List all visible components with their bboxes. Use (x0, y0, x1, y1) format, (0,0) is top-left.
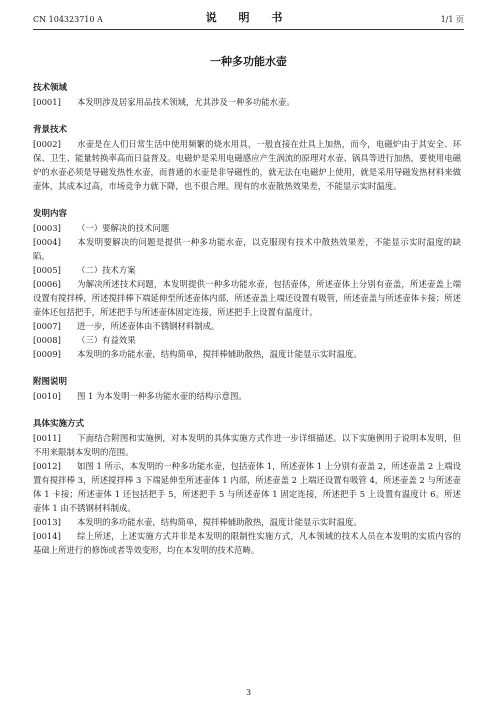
paragraph-text: 本发明的多功能水壶，结构简单，搅拌棒辅助散热，温度计能显示实时温度。 (77, 349, 362, 359)
section-background (33, 123, 461, 193)
page-header (33, 10, 464, 30)
paragraph-text: 为解决所述技术问题，本发明提供一种多功能水壶，包括壶体，所述壶体上分别有壶盖，所述壶盖上端设置有搅拌棒，所述搅拌棒下端延伸至所述壶体内部，所述壶盖上端还设置有吸管，所述壶盖与所述壶体卡接；所述壶体还包括把手，所述把手与所述壶体固定连接，所述把手上设置有温度计。 (33, 279, 461, 317)
paragraph (33, 515, 461, 529)
section-heading: 技术领域 (33, 83, 68, 93)
paragraph (33, 95, 461, 109)
paragraph-number: [0007] (33, 321, 61, 331)
document-body (33, 81, 461, 557)
section-summary (33, 207, 461, 361)
paragraph (33, 431, 461, 459)
section-tech-field (33, 81, 461, 109)
paragraph (33, 235, 461, 263)
paragraph (33, 529, 461, 557)
paragraph-number: [0004] (33, 237, 61, 247)
paragraph-text: 本发明要解决的问题是提供一种多功能水壶，以克服现有技术中散热效果差，不能显示实时温度的缺陷。 (33, 237, 461, 261)
section-embodiment (33, 417, 461, 557)
paragraph (33, 319, 461, 333)
section-drawings (33, 375, 461, 403)
paragraph-number: [0008] (33, 335, 61, 345)
paragraph-text: 综上所述，上述实施方式并非是本发明的限制性实施方式，凡本领域的技术人员在本发明的实质内容的基础上所进行的修饰或者等效变形，均在本发明的技术范畴。 (33, 531, 461, 555)
section-heading: 背景技术 (33, 125, 68, 135)
paragraph (33, 221, 461, 235)
document-title: 一种多功能水壶 (210, 55, 287, 68)
section-heading: 附图说明 (33, 377, 68, 387)
paragraph-number: [0003] (33, 223, 61, 233)
section-heading: 具体实施方式 (33, 419, 85, 429)
page-number: 3 (245, 688, 252, 697)
paragraph (33, 137, 461, 193)
paragraph (33, 459, 461, 515)
paragraph (33, 347, 461, 361)
paragraph-text: 水壶是在人们日常生活中使用频繁的烧水用具，一般直接在灶具上加热，而今，电磁炉由于其安全、环保、卫生、能量转换率高而日益普及。电磁炉是采用电磁感应产生涡流的原理对水壶、锅具等进行加热，要使用电磁炉的水壶必须是导磁发热性水壶，而普通的水壶是非导磁性的，就无法在电磁炉上使用，就是采用导磁发热材料来做壶体，其成本过高，市场竞争力就下降，也不很合理。现有的水壶散热效果差，不能显示实时温度。 (33, 139, 461, 191)
page-info: 1/1 页 (440, 15, 464, 24)
paragraph-number: [0006] (33, 279, 61, 289)
paragraph-text: 本发明涉及居家用品技术领域，尤其涉及一种多功能水壶。 (77, 97, 295, 107)
paragraph-number: [0009] (33, 349, 61, 359)
paragraph-number: [0001] (33, 97, 61, 107)
paragraph (33, 263, 461, 277)
paragraph-text: （二）技术方案 (77, 265, 136, 275)
paragraph-text: 如图 1 所示，本发明的一种多功能水壶，包括壶体 1，所述壶体 1 上分别有壶盖 2，所述壶盖 2 上端设置有搅拌棒 3，所述搅拌棒 3 下端延伸至所述壶体 1 内部，所述壶盖 2 上端还设置有吸管 4，所述壶盖 2 与所述壶体 1 卡接；所述壶体 1 还包括把手 5，所述把手 5 与所述壶体 1 固定连接，所述把手 5 上设置有温度计 6。所述壶体 1 由不锈钢材料制成。 (33, 461, 461, 513)
patent-number: CN 104323710 A (33, 15, 103, 24)
paragraph-text: 进一步，所述壶体由不锈钢材料制成。 (77, 321, 220, 331)
paragraph-text: （三）有益效果 (77, 335, 136, 345)
paragraph (33, 333, 461, 347)
paragraph-number: [0011] (33, 433, 61, 443)
paragraph (33, 389, 461, 403)
paragraph-number: [0005] (33, 265, 61, 275)
paragraph-number: [0013] (33, 517, 61, 527)
paragraph-number: [0010] (33, 391, 61, 401)
paragraph-text: 图 1 为本发明一种多功能水壶的结构示意图。 (77, 391, 247, 401)
paragraph-number: [0002] (33, 139, 61, 149)
paragraph (33, 277, 461, 319)
paragraph-number: [0012] (33, 461, 61, 471)
header-divider (33, 29, 464, 30)
paragraph-text: 下面结合附图和实施例，对本发明的具体实施方式作进一步详细描述。以下实施例用于说明本发明，但不用来限制本发明的范围。 (33, 433, 461, 457)
paragraph-text: 本发明的多功能水壶，结构简单，搅拌棒辅助散热，温度计能显示实时温度。 (77, 517, 362, 527)
section-heading: 发明内容 (33, 209, 68, 219)
document-type: 说 明 书 (205, 11, 292, 24)
paragraph-number: [0014] (33, 531, 61, 541)
paragraph-text: （一）要解决的技术问题 (77, 223, 170, 233)
